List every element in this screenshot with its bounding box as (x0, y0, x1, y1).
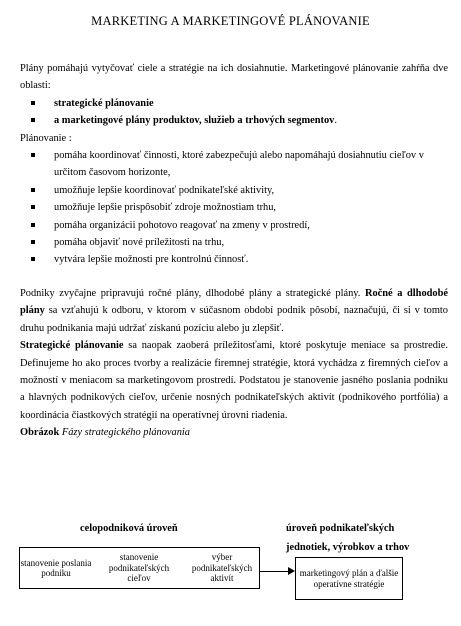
square-bullet-icon (31, 101, 35, 105)
business-unit-level-heading-2: jednotiek, výrobkov a trhov (286, 542, 410, 553)
square-bullet-icon (31, 153, 35, 157)
square-bullet-icon (31, 188, 35, 192)
strategic-planning-diagram (0, 518, 461, 626)
enterprise-level-heading: celopodniková úroveň (80, 523, 178, 534)
area-item-period: . (334, 115, 337, 127)
phase-goals-cell: stanovenie podnikateľských cieľov (108, 552, 170, 584)
plans-bold-text: Ročné a dlhodobé plány (20, 287, 448, 317)
page-title: MARKETING A MARKETINGOVÉ PLÁNOVANIE (91, 14, 370, 28)
list-item (20, 234, 448, 251)
marketing-plan-cell: marketingový plán a ďalšie operatívne stratégie (299, 568, 399, 589)
list-item (20, 251, 448, 268)
list-item (20, 217, 448, 234)
figure-label: Obrázok (20, 427, 60, 439)
list-item (20, 95, 448, 112)
paragraph-gap (20, 269, 448, 285)
area-item-text: a marketingové plány produktov, služieb a trhových segmentov (54, 115, 335, 127)
intro-paragraph: Plány pomáhajú vytyčovať ciele a stratégie na ich dosiahnutie. Marketingové plánovanie zahŕňa dve oblasti: (20, 63, 448, 92)
square-bullet-icon (31, 240, 35, 244)
list-item (20, 112, 448, 129)
phase-mission-cell: stanovenie poslania podniku (20, 557, 92, 578)
business-unit-level-heading-1: úroveň podnikateľských (286, 523, 395, 534)
planning-item-text: pomáha objaviť nové príležitosti na trhu, (54, 237, 225, 249)
planning-item-text: vytvára lepšie možnosti pre kontrolnú činnosť. (54, 254, 249, 266)
square-bullet-icon (31, 257, 35, 261)
strategic-paragraph (20, 337, 448, 424)
arrow-right-icon (288, 567, 295, 575)
planning-label: Plánovanie : (20, 132, 72, 144)
area-item-text: strategické plánovanie (54, 97, 154, 109)
strategic-text: sa naopak zaoberá príležitosťami, ktoré poskytuje meniace sa prostredie. Definujeme ho ako proces tvorby a realizácie firemnej stratégie, ktorá vychádza z firemných cieľov a možností v meniacom sa marketingovom prostredí. Podstatou je stanovenie jasného poslania podniku a hlavných podnikových cieľov, určenie nosných podnikateľských aktivít (podnikového portfólia) a koordinácia čiastkových stratégií na operatívnej úrovni riadenia. (20, 340, 448, 421)
planning-item-text: pomáha organizácii pohotovo reagovať na zmeny v prostredí, (54, 219, 310, 231)
plans-text: Podniky zvyčajne pripravujú ročné plány, dlhodobé plány a strategické plány. (20, 287, 361, 299)
phase-activities-cell: výber podnikateľských aktivít (191, 552, 253, 584)
plans-text-rest: sa vzťahujú k odboru, v ktorom v súčasnom období podnik pôsobí, naznačujú, či si v tomto druhu podnikania majú udržať získanú pozíciu alebo ju zlepšiť. (20, 305, 448, 334)
figure-caption-text: Fázy strategického plánovania (61, 427, 190, 439)
plans-paragraph (20, 285, 448, 337)
strategic-bold-text: Strategické plánovanie (20, 340, 124, 352)
square-bullet-icon (31, 205, 35, 209)
square-bullet-icon (31, 223, 35, 227)
list-item (20, 199, 448, 216)
planning-item-text: pomáha koordinovať činnosti, ktoré zabezpečujú alebo napomáhajú dosiahnutiu cieľov v určitom časovom horizonte, (54, 150, 424, 179)
list-item (20, 147, 448, 182)
figure-caption (20, 424, 448, 441)
planning-item-text: umožňuje lepšie prispôsobiť zdroje možnostiam trhu, (54, 202, 277, 214)
document-body (20, 60, 448, 442)
list-item (20, 182, 448, 199)
planning-list (20, 147, 448, 269)
square-bullet-icon (31, 118, 35, 122)
areas-list (20, 95, 448, 130)
planning-item-text: umožňuje lepšie koordinovať podnikateľské aktivity, (54, 184, 275, 196)
marketing-plan-box (295, 557, 403, 600)
arrow-line (260, 571, 290, 572)
enterprise-phases-box (19, 547, 260, 589)
